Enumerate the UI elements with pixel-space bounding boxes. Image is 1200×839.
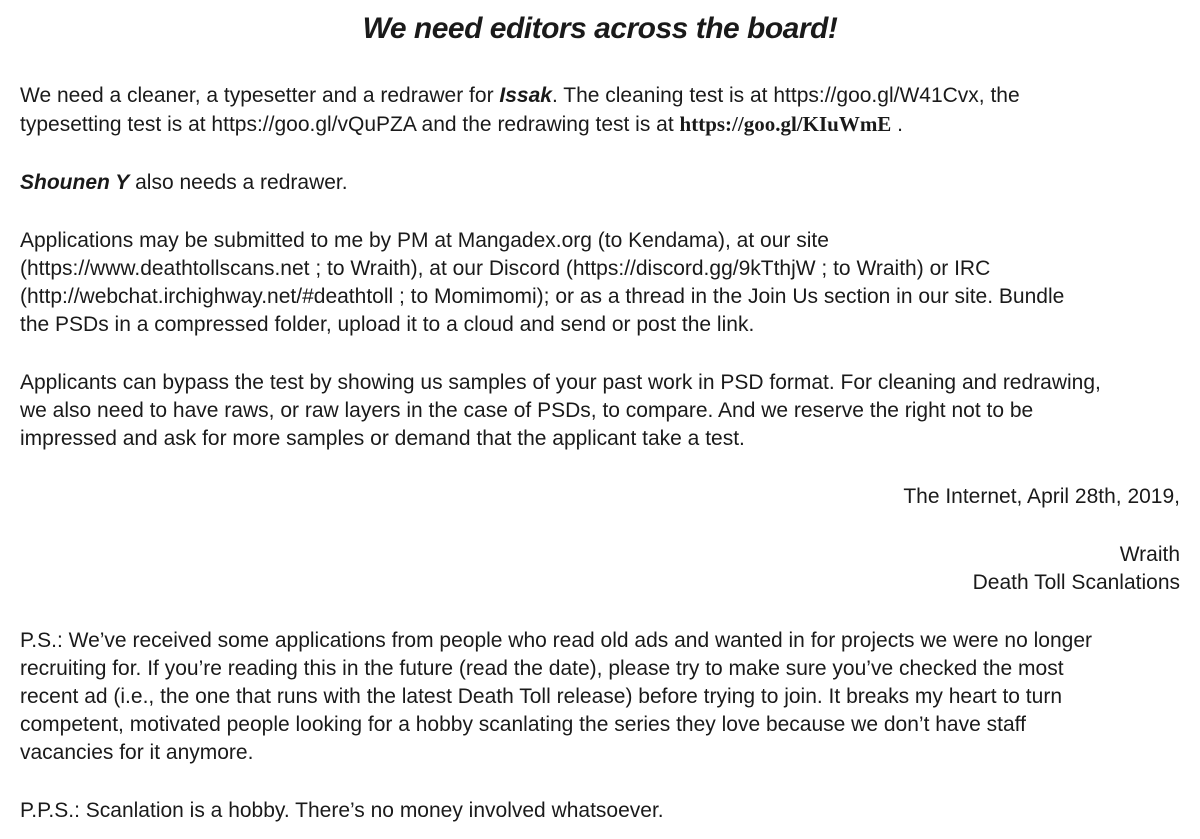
- series-name-shounen-y: Shounen Y: [20, 171, 130, 194]
- bypass-line-3: impressed and ask for more samples or demand that the applicant take a test.: [20, 427, 745, 450]
- ps-line-3: recent ad (i.e., the one that runs with the latest Death Toll release) before trying to join. It breaks my heart to turn: [20, 685, 1062, 708]
- paragraph-shounen: [20, 169, 1180, 197]
- shounen-line: [20, 169, 1180, 197]
- ps-line-2: recruiting for. If you’re reading this in the future (read the date), please try to make sure you’ve checked the most: [20, 657, 1064, 680]
- paragraph-pps: [20, 797, 1180, 825]
- redrawing-test-url: https://goo.gl/KIuWmE: [679, 112, 892, 136]
- paragraph-applications: [20, 227, 1180, 339]
- ps-line-1: P.S.: We’ve received some applications from people who read old ads and wanted in for projects we were no longer: [20, 629, 1092, 652]
- dateline-block: [20, 483, 1180, 511]
- signature-name: Wraith: [1119, 543, 1180, 566]
- bypass-line-2: we also need to have raws, or raw layers in the case of PSDs, to compare. And we reserve the right not to be: [20, 399, 1034, 422]
- applications-line-4: the PSDs in a compressed folder, upload it to a cloud and send or post the link.: [20, 313, 755, 336]
- paragraph-bypass: [20, 369, 1180, 453]
- intro-text-pre: We need a cleaner, a typesetter and a redrawer for: [20, 84, 500, 107]
- applications-line-1: Applications may be submitted to me by PM at Mangadex.org (to Kendama), at our site: [20, 229, 829, 252]
- page-title: We need editors across the board!: [362, 12, 838, 45]
- intro-text-post: . The cleaning test is at https://goo.gl/W41Cvx, the: [551, 84, 1020, 107]
- applications-line-3: (http://webchat.irchighway.net/#deathtoll ; to Momimomi); or as a thread in the Join Us section in our site. Bundle: [20, 285, 1065, 308]
- signature-block: [20, 541, 1180, 597]
- applications-line-2: (https://www.deathtollscans.net ; to Wraith), at our Discord (https://discord.gg/9kTthjW ; to Wraith) or IRC: [20, 257, 991, 280]
- paragraph-ps: [20, 627, 1180, 767]
- bypass-line-1: Applicants can bypass the test by showing us samples of your past work in PSD format. For cleaning and redrawing,: [20, 371, 1101, 394]
- dateline: The Internet, April 28th, 2019,: [903, 485, 1180, 508]
- intro-text-line2-pre: typesetting test is at https://goo.gl/vQuPZA and the redrawing test is at: [20, 113, 680, 136]
- intro-line-2: [20, 110, 1180, 139]
- paragraph-intro: [20, 82, 1180, 139]
- shounen-text: also needs a redrawer.: [129, 171, 348, 194]
- series-name-issak: Issak: [499, 84, 552, 107]
- ps-line-4: competent, motivated people looking for a hobby scanlating the series they love because we don’t have staff: [20, 713, 1026, 736]
- pps-text: P.P.S.: Scanlation is a hobby. There’s no money involved whatsoever.: [20, 799, 664, 822]
- ps-line-5: vacancies for it anymore.: [20, 741, 254, 764]
- intro-line-1: [20, 82, 1180, 110]
- intro-text-line2-post: .: [891, 113, 903, 136]
- signature-group: Death Toll Scanlations: [972, 571, 1180, 594]
